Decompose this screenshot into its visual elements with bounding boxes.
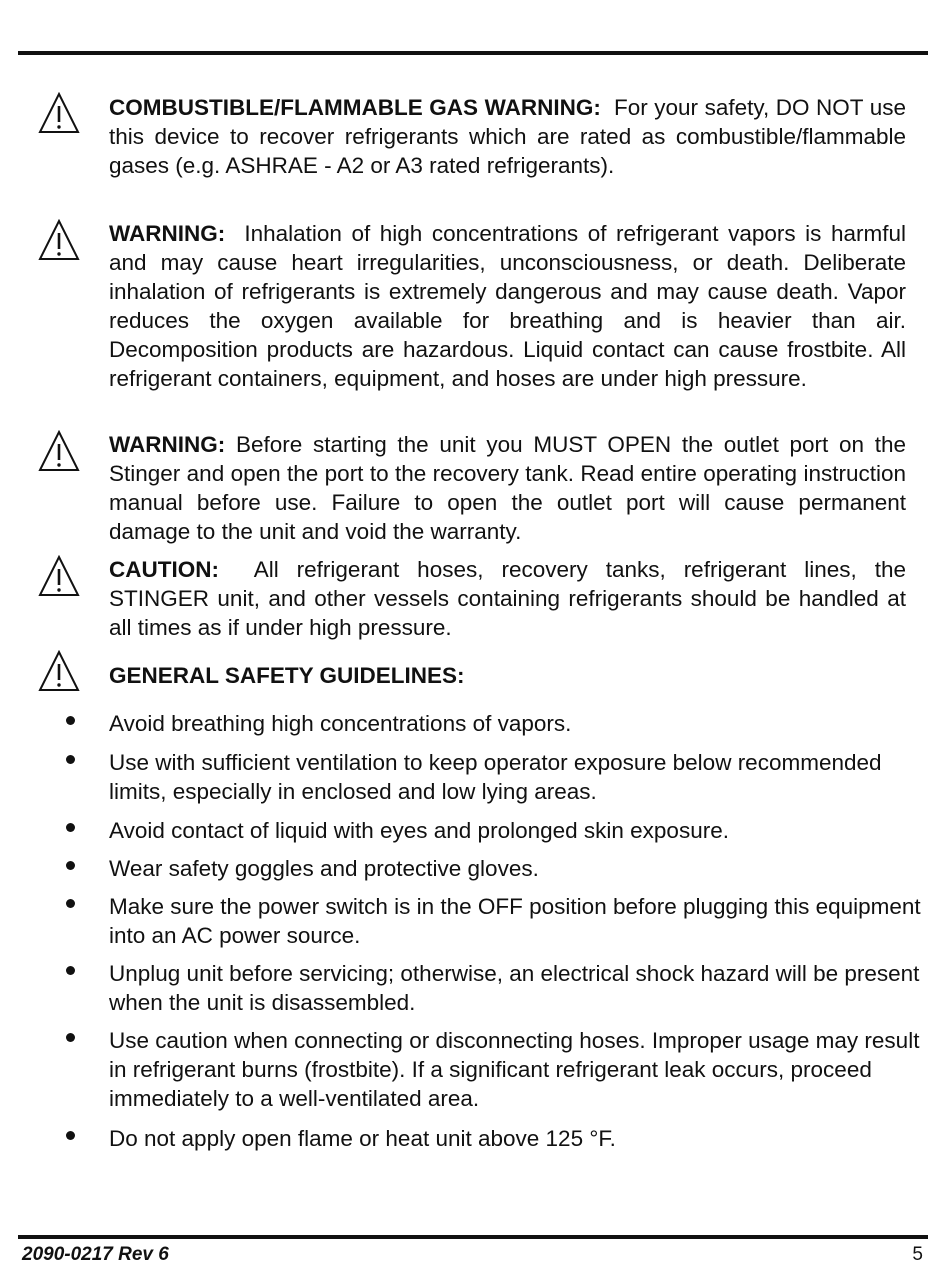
- warning-body: Before starting the unit you MUST OPEN the outlet port on the Stinger and open the port to the recovery tank. Read entire operating instruction manual before use. Failure to open the outlet port will cause permanent damage to the unit and void the warranty.: [109, 432, 906, 544]
- guideline-item: Unplug unit before servicing; otherwise, an electrical shock hazard will be present when the unit is disassembled.: [109, 961, 920, 1015]
- warning-triangle-icon: [38, 219, 80, 261]
- warning-triangle-icon: [38, 650, 80, 692]
- warning-body: For your safety, DO NOT use this device to recover refrigerants which are rated as combustible/flammable gases (e.g. ASHRAE - A2 or A3 rated refrigerants).: [109, 95, 906, 178]
- warning-paragraph: [109, 93, 906, 180]
- warning-body: Inhalation of high concentrations of refrigerant vapors is harmful and may cause heart irregularities, unconsciousness, or death. Deliberate inhalation of refrigerants is extremely dangerous and may cause death. Vapor reduces the oxygen available for breathing and is heavier than air. Decomposition products are hazardous. Liquid contact can cause frostbite. All refrigerant containers, equipment, and hoses are under high pressure.: [109, 221, 906, 391]
- warning-paragraph: [109, 430, 906, 546]
- warning-triangle-icon: [38, 92, 80, 134]
- warning-label: CAUTION:: [109, 557, 219, 582]
- document-number: 2090-0217 Rev 6: [22, 1244, 169, 1265]
- warning-body: All refrigerant hoses, recovery tanks, refrigerant lines, the STINGER unit, and other vessels containing refrigerants should be handled at all times as if under high pressure.: [109, 557, 906, 640]
- bullet-dot: [66, 966, 75, 975]
- guideline-item: Use with sufficient ventilation to keep operator exposure below recommended limits, especially in enclosed and low lying areas.: [109, 750, 882, 804]
- guideline-item: Avoid contact of liquid with eyes and prolonged skin exposure.: [109, 818, 729, 843]
- warning-paragraph: [109, 219, 906, 393]
- guideline-item: Use caution when connecting or disconnecting hoses. Improper usage may result in refrigerant burns (frostbite). If a significant refrigerant leak occurs, proceed immediately to a well-ventilated area.: [109, 1028, 920, 1111]
- guideline-item: Wear safety goggles and protective gloves.: [109, 856, 539, 881]
- guideline-item: Avoid breathing high concentrations of vapors.: [109, 711, 572, 736]
- warning-label: COMBUSTIBLE/FLAMMABLE GAS WARNING:: [109, 95, 601, 120]
- bullet-dot: [66, 1131, 75, 1140]
- footer-rule: [18, 1235, 928, 1239]
- bullet-dot: [66, 755, 75, 764]
- bullet-dot: [66, 823, 75, 832]
- warning-label: WARNING:: [109, 221, 226, 246]
- header-rule: [18, 51, 928, 55]
- guideline-item: Do not apply open flame or heat unit above 125 °F.: [109, 1126, 616, 1151]
- bullet-dot: [66, 899, 75, 908]
- warning-triangle-icon: [38, 555, 80, 597]
- warning-label: WARNING:: [109, 432, 226, 457]
- bullet-dot: [66, 716, 75, 725]
- page-number: 5: [912, 1244, 923, 1265]
- guideline-item: Make sure the power switch is in the OFF position before plugging this equipment into an AC power source.: [109, 894, 921, 948]
- warning-triangle-icon: [38, 430, 80, 472]
- guidelines-heading: GENERAL SAFETY GUIDELINES:: [109, 663, 465, 688]
- warning-paragraph: [109, 555, 906, 642]
- bullet-dot: [66, 861, 75, 870]
- bullet-dot: [66, 1033, 75, 1042]
